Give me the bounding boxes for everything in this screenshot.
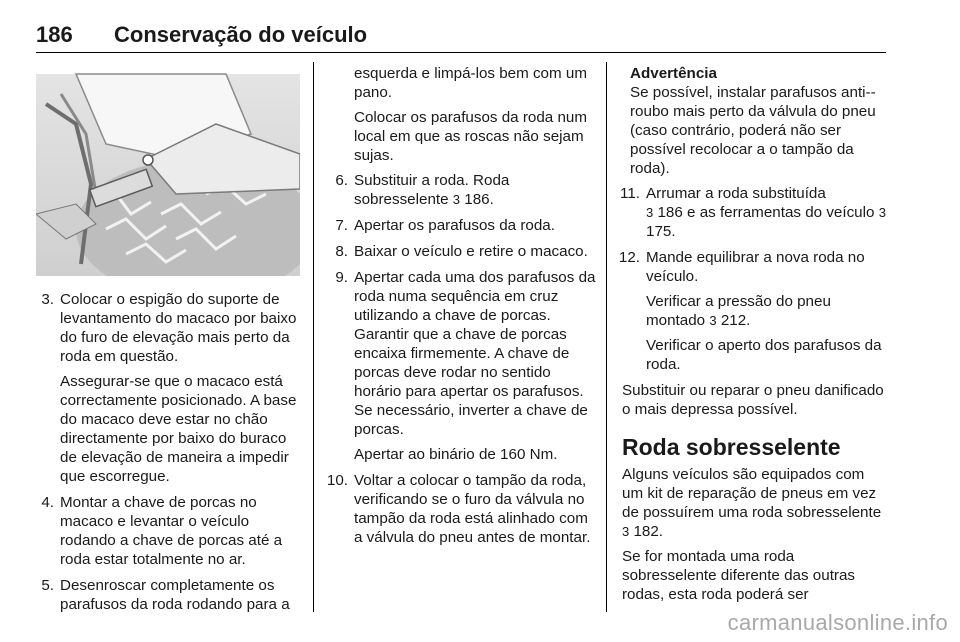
page-reference-arrow-icon: 3 <box>646 205 654 220</box>
warning-title: Advertência <box>630 65 717 82</box>
paragraph: Substituir ou reparar o pneu danificado o mais depressa possível. <box>622 382 884 418</box>
column-3 <box>618 64 888 610</box>
page-reference[interactable]: 212. <box>720 312 751 329</box>
item-subtext: Apertar ao binário de 160 Nm. <box>354 446 558 463</box>
item-number: 9. <box>335 269 348 286</box>
item-subtext-2: Verificar o aperto dos parafusos da roda. <box>646 337 882 373</box>
watermark: carmanualsonline.info <box>727 610 948 635</box>
list-item-12 <box>618 248 888 374</box>
item-text: Apertar cada uma dos parafusos da roda numa sequência em cruz utilizando a chave de porcas. Garantir que a chave de porcas encaixa firmemente. A chave de porcas deve rodar no sentido horário para apertar os parafusos. Se necessário, inverter a chave de porcas. <box>354 269 596 438</box>
item-number: 4. <box>41 494 54 511</box>
page-reference-arrow-icon: 3 <box>878 205 886 220</box>
section-heading: Roda sobresselente <box>622 434 841 460</box>
item-number: 10. <box>326 472 348 489</box>
item-text: Mande equilibrar a nova roda no veículo. <box>646 249 865 285</box>
item-number: 12. <box>618 249 640 266</box>
list-item-9 <box>330 268 596 464</box>
item-text: Montar a chave de porcas no macaco e levantar o veículo rodando a chave de porcas até a roda estar totalmente no ar. <box>60 494 283 568</box>
list-item-10 <box>326 471 596 547</box>
list-item-8 <box>330 242 596 261</box>
list-item-6 <box>330 171 596 209</box>
item-text-ref[interactable]: 186 e as ferramentas do veículo <box>657 204 875 221</box>
list-item-5 <box>36 576 304 614</box>
item-number: 7. <box>335 217 348 234</box>
item-text: Apertar os parafusos da roda. <box>354 217 555 234</box>
list-item-3 <box>36 290 304 486</box>
column-2 <box>326 64 596 554</box>
list-item-11 <box>622 184 888 241</box>
paragraph-3: Se for montada uma roda sobresselente diferente das outras rodas, esta roda poderá ser <box>622 548 856 603</box>
page-title: Conservação do veículo <box>114 22 368 47</box>
continued-text-2: Colocar os parafusos da roda num local em que as roscas não sejam sujas. <box>354 109 588 164</box>
item-number: 11. <box>620 185 640 202</box>
item-subtext <box>646 292 888 330</box>
column-divider-1 <box>313 62 314 612</box>
warning-box <box>622 64 888 178</box>
column-divider-2 <box>606 62 607 612</box>
page-reference-arrow-icon: 3 <box>622 524 630 539</box>
page-number: 186 <box>36 22 73 47</box>
item-text: Desenroscar completamente os parafusos da roda rodando para a <box>60 577 290 613</box>
page-reference-arrow-icon: 3 <box>452 192 461 207</box>
item-subtext: Assegurar-se que o macaco está correctamente posicionado. A base do macaco deve estar no chão directamente por baixo do buraco de elevação de maneira a impedir que escorregue. <box>60 373 297 485</box>
jack-illustration <box>36 64 300 276</box>
item-text: Voltar a colocar o tampão da roda, verificando se o furo da válvula no tampão da roda está alinhado com a válvula do pneu antes de montar. <box>354 472 591 546</box>
item-text: Arrumar a roda substituída <box>646 185 826 202</box>
item-number: 5. <box>41 577 54 594</box>
item-number: 3. <box>41 291 54 308</box>
list-item-7 <box>330 216 596 235</box>
page-reference[interactable]: 175. <box>646 223 676 240</box>
page-reference[interactable]: 186. <box>464 191 494 208</box>
list-item-4 <box>36 493 304 569</box>
subtext-part: Verificar a pressão do pneu montado <box>646 293 831 329</box>
item-text: Baixar o veículo e retire o macaco. <box>354 243 588 260</box>
column-1 <box>36 290 304 621</box>
item-number: 8. <box>335 243 348 260</box>
page-reference[interactable]: 182. <box>633 523 664 540</box>
item-text: Colocar o espigão do suporte de levantamento do macaco por baixo do furo de elevação mais perto da roda em questão. <box>60 291 297 365</box>
paragraph-2 <box>622 465 888 541</box>
page-reference-arrow-icon: 3 <box>709 313 717 328</box>
item-text: Substituir a roda. Roda sobresselente <box>354 172 510 208</box>
paragraph-text: Alguns veículos são equipados com um kit de reparação de pneus em vez de possuírem uma roda sobresselente <box>622 466 882 521</box>
continued-text: esquerda e limpá-los bem com um pano. <box>354 65 587 101</box>
warning-text: Se possível, instalar parafusos anti--roubo mais perto da válvula do pneu (caso contrário, poderá não ser possível recolocar a o tampão da roda). <box>630 84 876 177</box>
item-number: 6. <box>335 172 348 189</box>
page-header <box>36 22 886 53</box>
